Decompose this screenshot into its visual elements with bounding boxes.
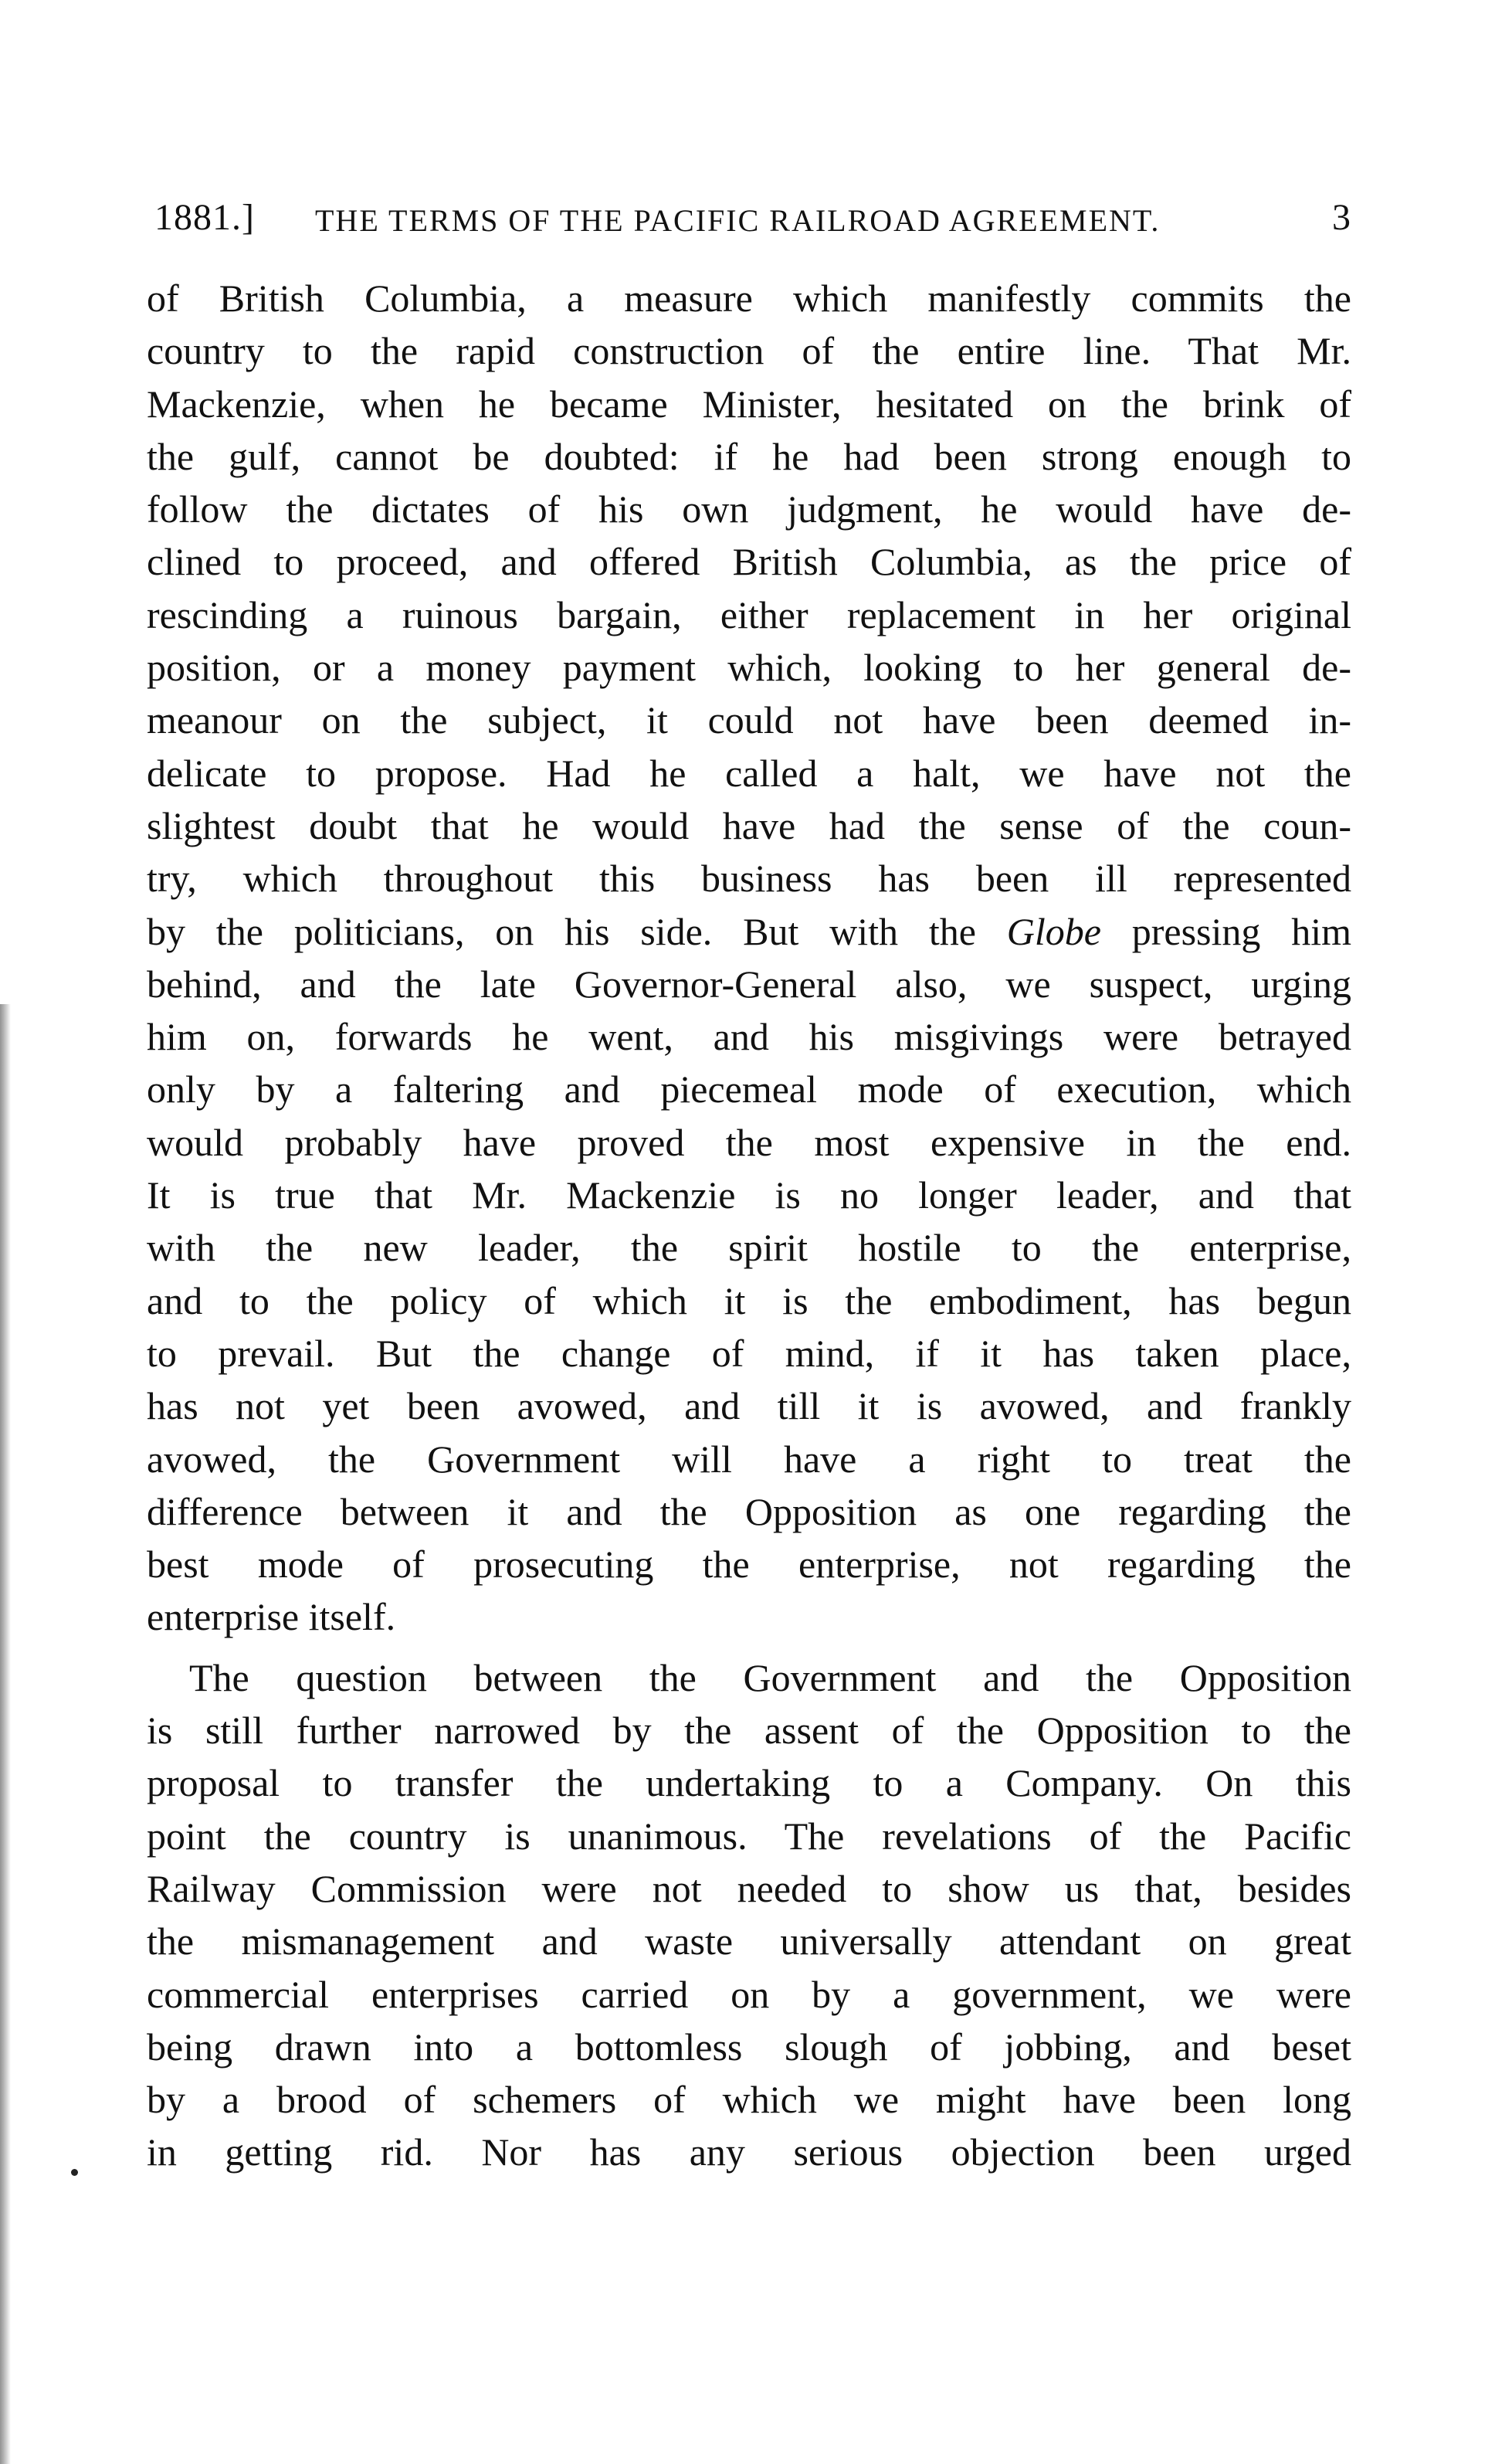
text-line: Railway Commission were not needed to show us that, besides — [147, 1866, 1351, 1910]
text-line: only by a faltering and piecemeal mode of execution, which — [147, 1067, 1351, 1112]
italic-newspaper-title: Globe — [1006, 909, 1101, 953]
text-line: country to the rapid construction of the entire line. That Mr. — [147, 329, 1351, 373]
text-line: delicate to propose. Had he called a halt, we have not the — [147, 751, 1351, 795]
text-line: position, or a money payment which, looking to her general de- — [147, 646, 1351, 690]
text-line: clined to proceed, and offered British Columbia, as the price of — [147, 540, 1351, 584]
running-head-year: 1881.] — [154, 197, 255, 238]
text-line: behind, and the late Governor-General also, we suspect, urging — [147, 962, 1351, 1006]
text-line: proposal to transfer the undertaking to a Company. On this — [147, 1761, 1351, 1805]
page-edge-shadow — [0, 1004, 11, 2464]
text-line: avowed, the Government will have a right to treat the — [147, 1437, 1351, 1481]
text-line: point the country is unanimous. The revelations of the Pacific — [147, 1814, 1351, 1858]
text-line: by a brood of schemers of which we might have been long — [147, 2078, 1351, 2122]
running-head — [154, 196, 1351, 243]
text-line: meanour on the subject, it could not have been deemed in- — [147, 698, 1351, 742]
text-line: being drawn into a bottomless slough of jobbing, and beset — [147, 2024, 1351, 2069]
text-line: The question between the Government and the Opposition — [189, 1655, 1351, 1699]
text-line: is still further narrowed by the assent of the Opposition to the — [147, 1709, 1351, 1753]
page-number: 3 — [1332, 197, 1351, 238]
margin-dot — [71, 2169, 78, 2176]
text-line: try, which throughout this business has been ill represented — [147, 857, 1351, 901]
text-line: has not yet been avowed, and till it is avowed, and frankly — [147, 1384, 1351, 1428]
paragraph-gap — [147, 1644, 1351, 1651]
paragraph-1 — [147, 272, 1351, 1644]
text-line: and to the policy of which it is the embodiment, has begun — [147, 1278, 1351, 1322]
text-line: of British Columbia, a measure which manifestly commits the — [147, 277, 1351, 320]
paragraph-2 — [147, 1651, 1351, 2179]
text-line: follow the dictates of his own judgment, he would have de- — [147, 487, 1351, 531]
text-line: slightest doubt that he would have had the sense of the coun- — [147, 803, 1351, 847]
text-line: difference between it and the Opposition as one regarding the — [147, 1489, 1351, 1533]
text-line-with-italic — [147, 905, 1351, 958]
text-line: to prevail. But the change of mind, if it has taken place, — [147, 1331, 1351, 1375]
text-line: It is true that Mr. Mackenzie is no longer leader, and that — [147, 1173, 1351, 1217]
text-line: rescinding a ruinous bargain, either replacement in her original — [147, 592, 1351, 636]
running-head-title: THE TERMS OF THE PACIFIC RAILROAD AGREEMENT. — [315, 203, 1161, 238]
text-line: commercial enterprises carried on by a government, we were — [147, 1972, 1351, 2016]
text-line: Mackenzie, when he became Minister, hesitated on the brink of — [147, 382, 1351, 426]
body-text — [147, 272, 1351, 2179]
text-line: best mode of prosecuting the enterprise, not regarding the — [147, 1543, 1351, 1587]
text-segment: pressing him — [1100, 909, 1351, 953]
text-line: enterprise itself. — [147, 1595, 396, 1639]
text-segment: by the politicians, on his side. But with the — [147, 909, 1007, 953]
text-line: the gulf, cannot be doubted: if he had been strong enough to — [147, 434, 1351, 478]
text-line: the mismanagement and waste universally attendant on great — [147, 1919, 1351, 1963]
text-line: in getting rid. Nor has any serious objection been urged — [147, 2130, 1351, 2174]
text-line: would probably have proved the most expensive in the end. — [147, 1120, 1351, 1164]
text-line: with the new leader, the spirit hostile to the enterprise, — [147, 1226, 1351, 1270]
text-line: him on, forwards he went, and his misgivings were betrayed — [147, 1015, 1351, 1059]
